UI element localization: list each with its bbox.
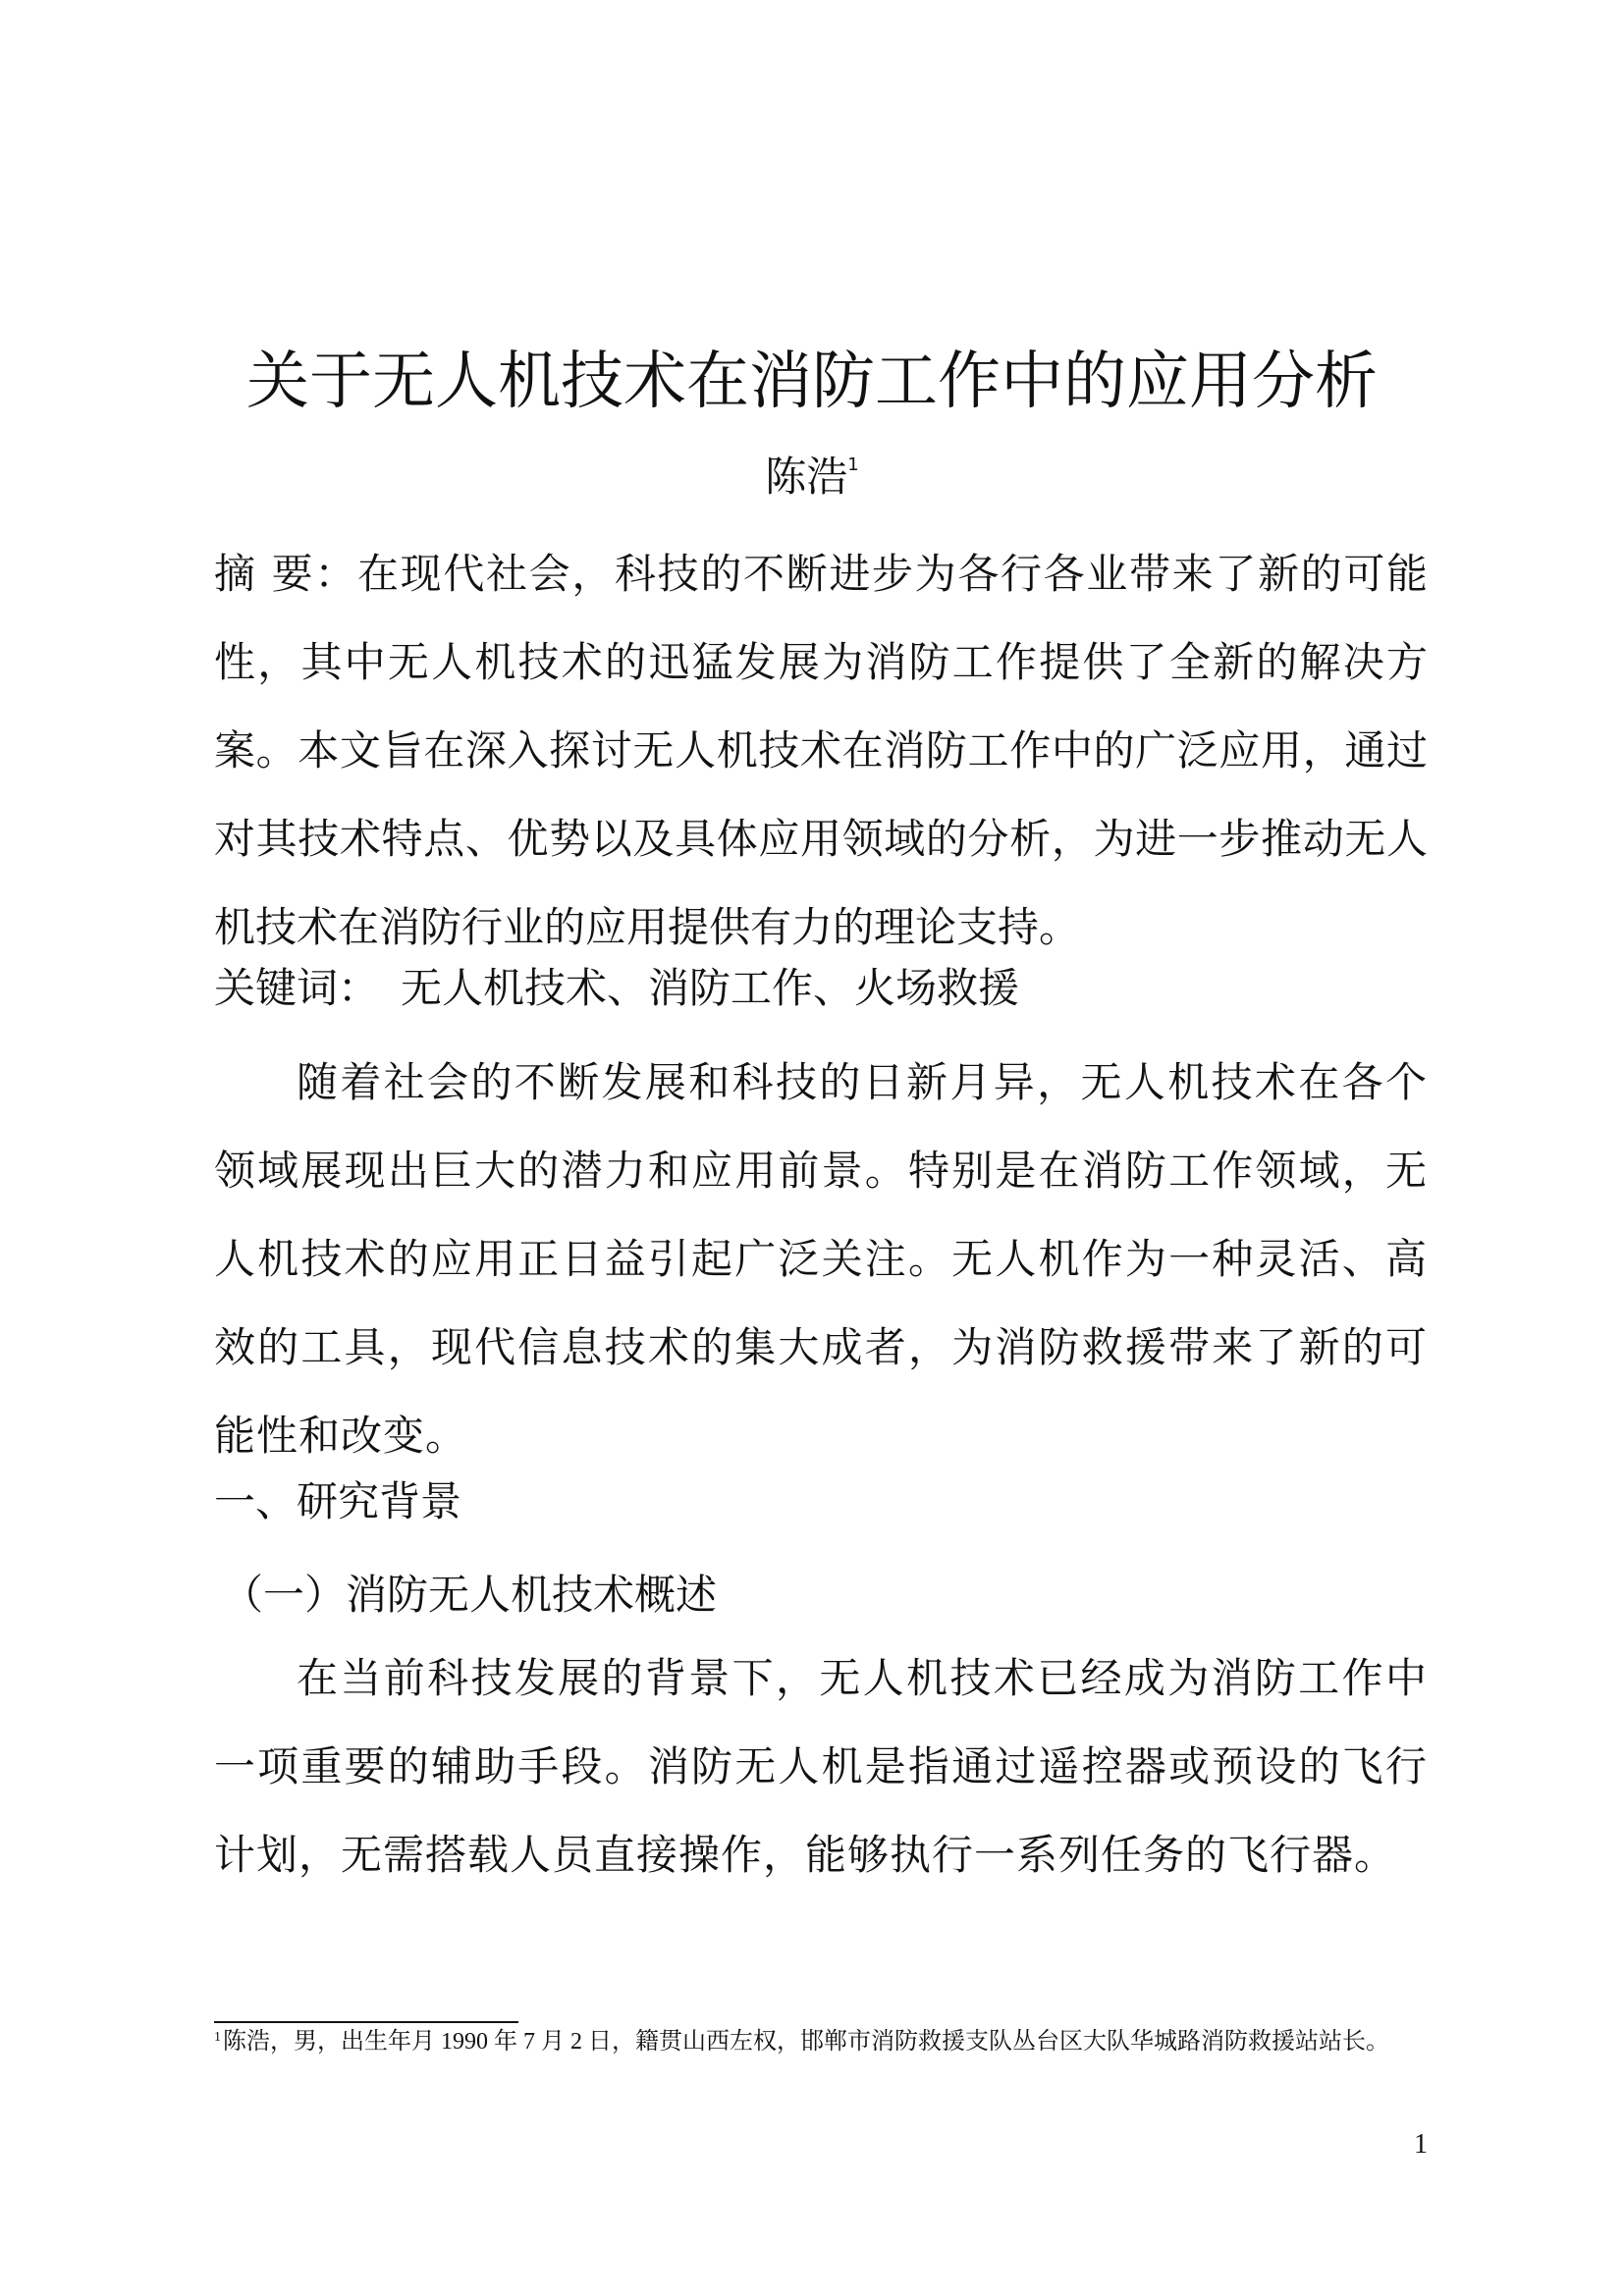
page-number: 1 [1414, 2129, 1428, 2160]
subsection-heading: （一）消防无人机技术概述 [222, 1571, 718, 1619]
keywords-list: 无人机技术、消防工作、火场救援 [401, 964, 1020, 1012]
keywords-label: 关键词： [214, 964, 380, 1012]
section-heading: 一、研究背景 [214, 1477, 462, 1525]
footnote-separator [214, 2021, 518, 2023]
author-footnote-mark: 1 [847, 454, 859, 475]
author-line [0, 448, 1624, 507]
paper-title: 关于无人机技术在消防工作中的应用分析 [246, 346, 1378, 418]
intro-paragraph: 随着社会的不断发展和科技的日新月异，无人机技术在各个领域展现出巨大的潜力和应用前景。特别是在消防工作领域，无人机技术的应用正日益引起广泛关注。无人机作为一种灵活、高效的工具，现代信息技术的集大成者，为消防救援带来了新的可能性和改变。 [214, 1058, 1428, 1460]
author-name: 陈浩 [765, 453, 848, 501]
subsection-paragraph: 在当前科技发展的背景下，无人机技术已经成为消防工作中一项重要的辅助手段。消防无人机是指通过遥控器或预设的飞行计划，无需搭载人员直接操作，能够执行一系列任务的飞行器。 [214, 1654, 1428, 1879]
abstract-paragraph: 摘 要：在现代社会，科技的不断进步为各行各业带来了新的可能性，其中无人机技术的迅猛发展为消防工作提供了全新的解决方案。本文旨在深入探讨无人机技术在消防工作中的广泛应用，通过对其技术特点、优势以及具体应用领域的分析，为进一步推动无人机技术在消防行业的应用提供有力的理论支持。 [214, 550, 1428, 951]
footnote-text: 陈浩，男，出生年月 1990 年 7 月 2 日，籍贯山西左权，邯郸市消防救援支队丛台区大队华城路消防救援站站长。 [223, 2029, 1389, 2055]
footnote [214, 2028, 1428, 2059]
footnote-mark: 1 [214, 2030, 221, 2045]
keywords-line [214, 954, 1428, 1023]
